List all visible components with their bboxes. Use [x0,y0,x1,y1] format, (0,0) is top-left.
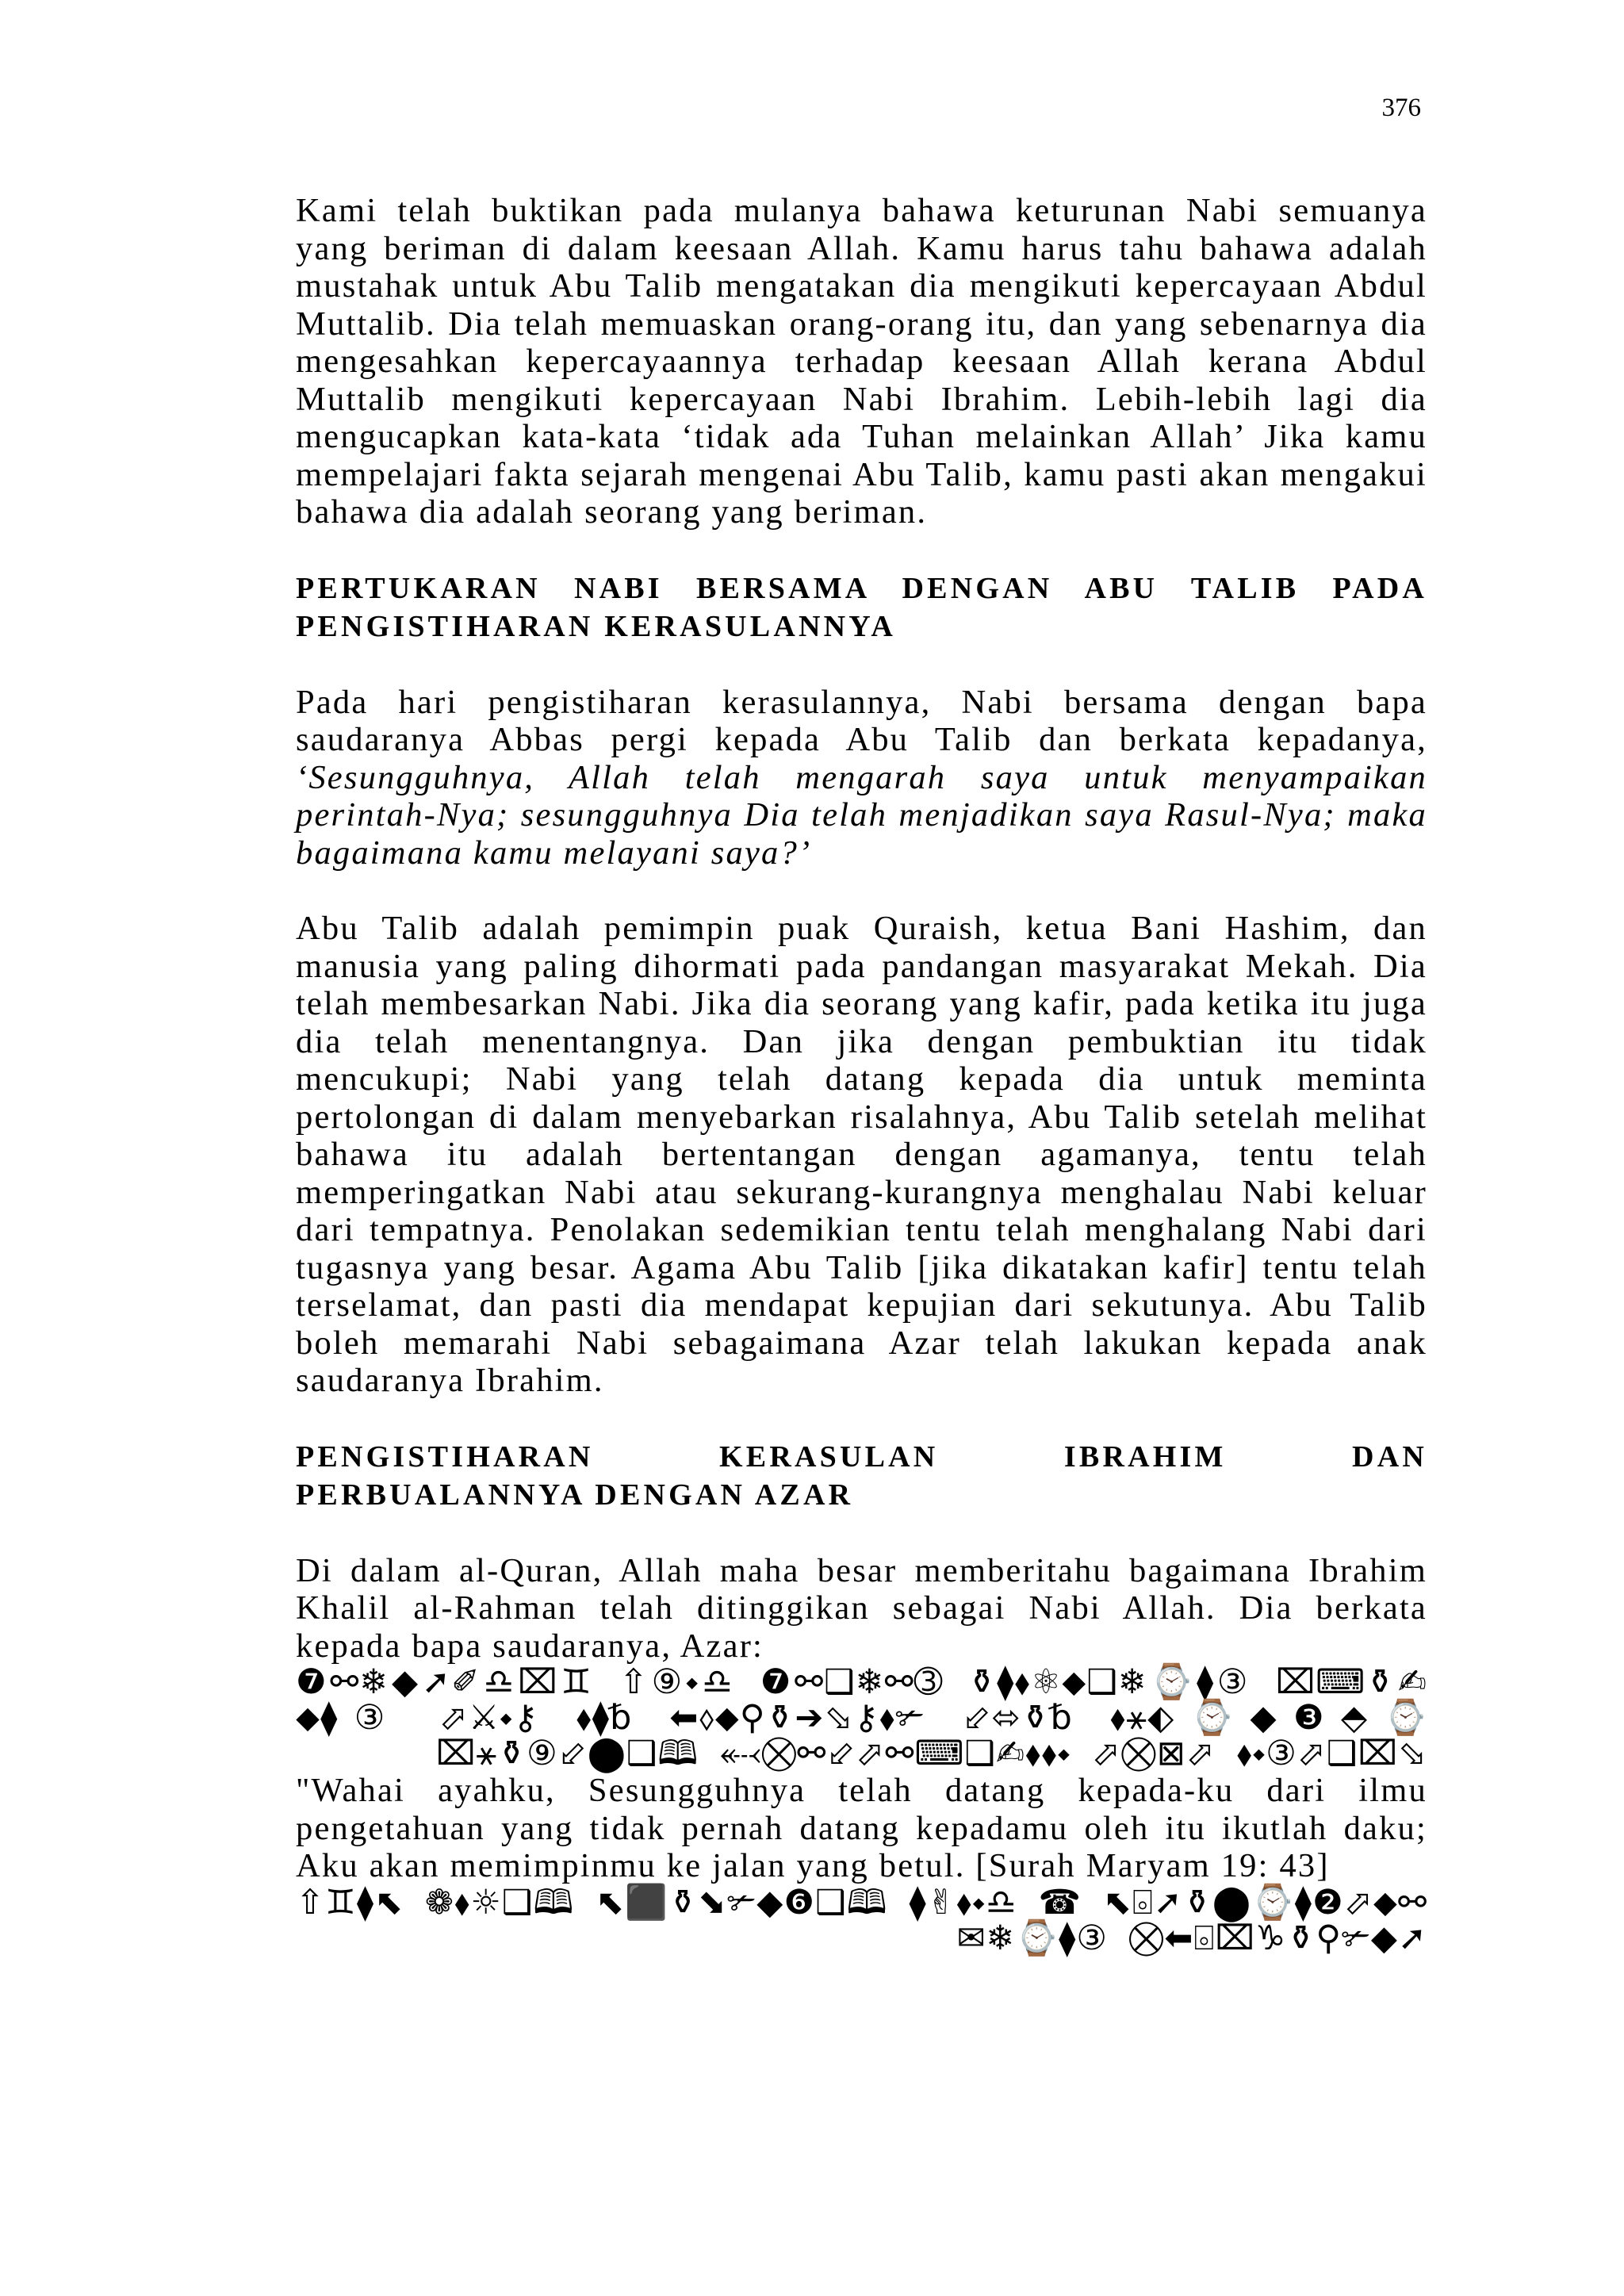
heading-word: PENGISTIHARAN [296,1439,594,1474]
page-body [296,192,1427,1957]
heading-word-row [296,1438,1427,1476]
page-number: 376 [1381,94,1421,122]
prophet-quote: ‘Sesungguhnya, Allah telah mengarah saya untuk menyampaikan perintah-Nya; sesungguhnya Dia telah menjadikan saya Rasul-Nya; maka bagaimana kamu melayani saya?’ [296,758,1427,872]
paragraph-abu-talib: Abu Talib adalah pemimpin puak Quraish, ketua Bani Hashim, dan manusia yang paling dihormati pada pandangan masyarakat Mekah. Dia telah membesarkan Nabi. Jika dia seorang yang kafir, pada ketika itu juga dia telah menentangnya. Dan jika dengan pembuktian itu tidak mencukupi; Nabi yang telah datang kepada dia untuk meminta pertolongan di dalam menyebarkan risalahnya, Abu Talib setelah melihat bahawa itu adalah bertentangan dengan agamanya, tentu telah memperingatkan Nabi atau sekurang-kurangnya menghalau Nabi keluar dari tempatnya. Penolakan sedemikian tentu telah menghalang Nabi dari tugasnya yang besar. Agama Abu Talib [jika dikatakan kafir] tentu telah terselamat, dan pasti dia mendapat kepujian dari sekutunya. Abu Talib boleh memarahi Nabi sebagaimana Azar telah lakukan kepada anak saudaranya Ibrahim. [296,910,1427,1399]
heading-line-1 [296,1438,1427,1476]
heading-pertukaran-nabi: PERTUKARAN NABI BERSAMA DENGAN ABU TALIB PADA PENGISTIHARAN KERASULANNYA [296,571,1427,643]
heading-word: DAN [1352,1439,1427,1474]
verse-glyph-block-2: ⇧♊⧫⬉ ❁⬧☼❑🕮 ⬉⬛⚱⬊✃◆❻❑🕮 ⧫✌⬧⬩♎ ☎ ⬉⌻➚⚱⬤⌚⧫❷⬀⬥⚯✉❄⌚⧫③ ⛒⬅⌻⌧♑⚱⚲✃◆➚ [296,1882,1427,1958]
verse-glyph-block-1: ❼⚯❄◆➚✐♎⌧♊ ⇧⑨⬩♎ ❼⚯❑❄⚯➂ ⚱⧫⬧⚛⬥❑❄⌚⧫③ ⌧⌨⚱✍⬥⧫③ ⬀⚔⬩⚷ ⬧⧫␢ ⬅⬨⬥⚲⚱➔⬂⚷⬧✃ ⬃⬄⚱␢ ⬧⚹⬖⌚◆❸⬘⌚ ⌧⚹⚱⑨⬃⬤❑🕮 ⬷⛒⚯⬃⬀⚯⌨❑✍⬧⬧⬩ ⬀⛒⊠⬀ ⬧⬩③⬀❑⌧⬂ [296,1662,1427,1773]
paragraph-intro: Kami telah buktikan pada mulanya bahawa keturunan Nabi semuanya yang beriman di dalam keesaan Allah. Kamu harus tahu bahawa adalah mustahak untuk Abu Talib mengatakan dia mengikuti kepercayaan Abdul Muttalib. Dia telah memuaskan orang-orang itu, dan yang sebenarnya dia mengesahkan kepercayaannya terhadap keesaan Allah kerana Abdul Muttalib mengikuti kepercayaan Nabi Ibrahim. Lebih-lebih lagi dia mengucapkan kata-kata ‘tidak ada Tuhan melainkan Allah’ Jika kamu mempelajari fakta sejarah mengenai Abu Talib, kamu pasti akan mengakui bahawa dia adalah seorang yang beriman. [296,192,1427,531]
heading-word: IBRAHIM [1063,1439,1227,1474]
heading-line-2: PERBUALANNYA DENGAN AZAR [296,1478,854,1512]
paragraph-pengistiharan-text: Pada hari pengistiharan kerasulannya, Nabi bersama dengan bapa saudaranya Abbas pergi kepada Abu Talib dan berkata kepadanya, [296,683,1427,758]
paragraph-pengistiharan [296,684,1427,872]
heading-word: KERASULAN [719,1439,939,1474]
verse-translation: "Wahai ayahku, Sesungguhnya telah datang kepada-ku dari ilmu pengetahuan yang tidak pernah datang kepadamu oleh itu ikutlah daku; Aku akan memimpinmu ke jalan yang betul. [Surah Maryam 19: 43] [296,1772,1427,1884]
heading-kerasulan-ibrahim [296,1438,1427,1514]
paragraph-al-quran: Di dalam al-Quran, Allah maha besar memberitahu bagaimana Ibrahim Khalil al-Rahman telah ditinggikan sebagai Nabi Allah. Dia berkata kepada bapa saudaranya, Azar: [296,1551,1427,1665]
